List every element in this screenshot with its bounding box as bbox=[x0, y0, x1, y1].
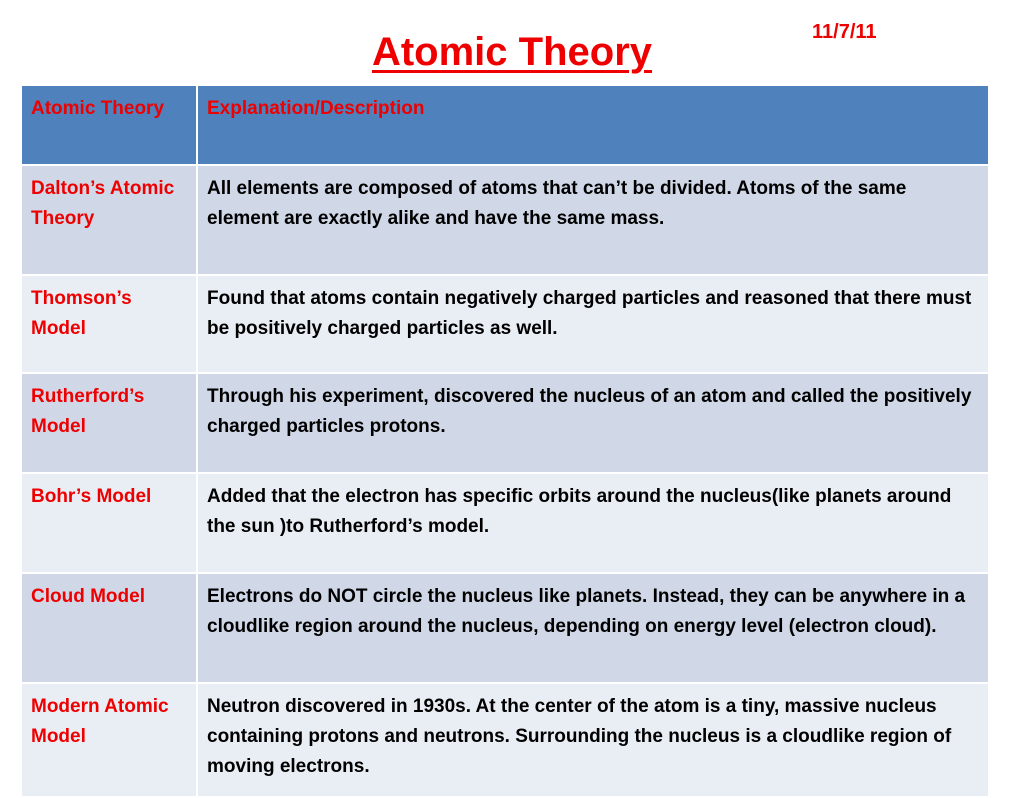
theory-description-cell: Through his experiment, discovered the nucleus of an atom and called the positively charged particles protons. bbox=[197, 373, 989, 473]
table-row bbox=[21, 165, 989, 275]
theory-description-cell: Added that the electron has specific orbits around the nucleus(like planets around the sun )to Rutherford’s model. bbox=[197, 473, 989, 573]
slide-title: Atomic Theory bbox=[371, 30, 653, 74]
table-row bbox=[21, 373, 989, 473]
theory-description-cell: Neutron discovered in 1930s. At the center of the atom is a tiny, massive nucleus containing protons and neutrons. Surrounding the nucleus is a cloudlike region of moving electrons. bbox=[197, 683, 989, 797]
theory-description-cell: All elements are composed of atoms that can’t be divided. Atoms of the same element are exactly alike and have the same mass. bbox=[197, 165, 989, 275]
header-theory: Atomic Theory bbox=[21, 85, 197, 165]
table-row bbox=[21, 473, 989, 573]
theory-description-cell: Found that atoms contain negatively charged particles and reasoned that there must be positively charged particles as well. bbox=[197, 275, 989, 373]
table-row bbox=[21, 573, 989, 683]
theory-description-cell: Electrons do NOT circle the nucleus like planets. Instead, they can be anywhere in a cloudlike region around the nucleus, depending on energy level (electron cloud). bbox=[197, 573, 989, 683]
slide-date: 11/7/11 bbox=[812, 21, 877, 43]
theory-name-cell: Rutherford’s Model bbox=[21, 373, 197, 473]
table-header-row bbox=[21, 85, 989, 165]
theory-name-cell: Bohr’s Model bbox=[21, 473, 197, 573]
theory-name-cell: Cloud Model bbox=[21, 573, 197, 683]
theory-name-cell: Modern Atomic Model bbox=[21, 683, 197, 797]
atomic-theory-table bbox=[20, 84, 990, 798]
theory-name-cell: Dalton’s Atomic Theory bbox=[21, 165, 197, 275]
table-row bbox=[21, 683, 989, 797]
header-description: Explanation/Description bbox=[197, 85, 989, 165]
theory-name-cell: Thomson’s Model bbox=[21, 275, 197, 373]
table-row bbox=[21, 275, 989, 373]
